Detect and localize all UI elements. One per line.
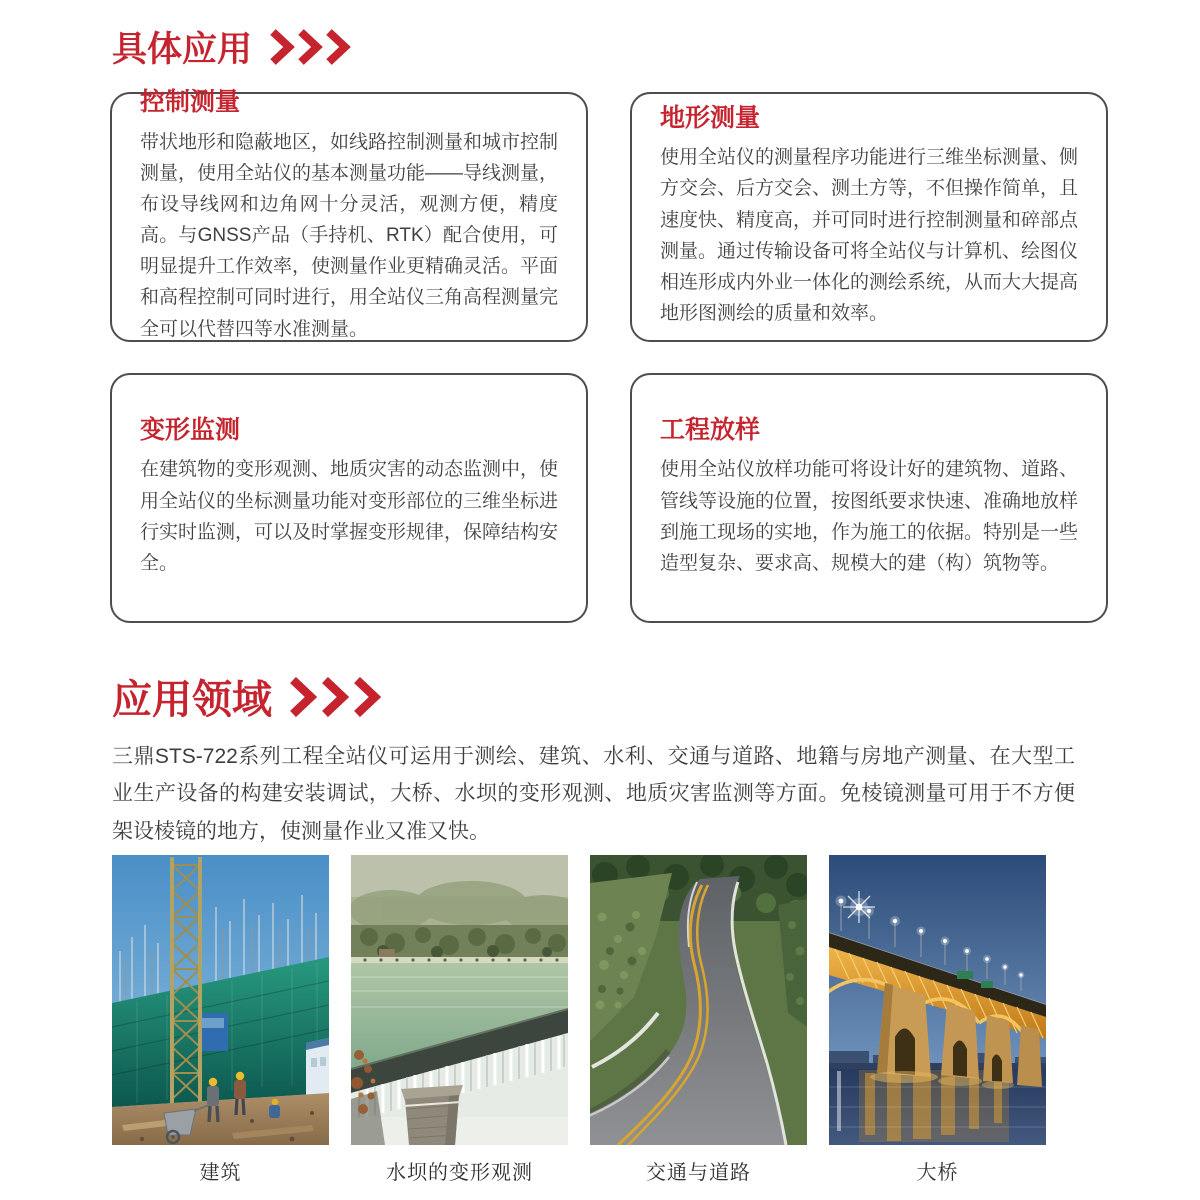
photo-caption: 水坝的变形观测 xyxy=(386,1162,533,1184)
triple-chevron-icon xyxy=(268,29,352,65)
section-title-applications: 具体应用 xyxy=(112,30,253,69)
triple-chevron-icon xyxy=(288,677,382,717)
card-topographic-survey xyxy=(630,92,1108,342)
card-title: 控制测量 xyxy=(140,88,241,117)
photo-caption: 建筑 xyxy=(199,1162,242,1184)
photo-figure-dam xyxy=(351,855,568,1185)
card-deformation-monitoring xyxy=(110,373,588,623)
card-body: 使用全站仪放样功能可将设计好的建筑物、道路、管线等设施的位置，按图纸要求快速、准确地放样到施工现场的实地，作为施工的依据。特别是一些造型复杂、要求高、规模大的建（构）筑物等。 xyxy=(660,459,1079,574)
card-body: 在建筑物的变形观测、地质灾害的动态监测中，使用全站仪的坐标测量功能对变形部位的三维坐标进行实时监测，可以及时掌握变形规律，保障结构安全。 xyxy=(140,459,559,574)
section-header-fields xyxy=(112,668,382,725)
section-header-applications xyxy=(112,22,352,72)
card-control-survey xyxy=(110,88,588,342)
road-photo xyxy=(590,855,807,1145)
section-title-fields: 应用领域 xyxy=(112,678,272,722)
card-engineering-stakeout xyxy=(630,373,1108,623)
card-title: 地形测量 xyxy=(660,103,761,132)
photo-figure-construction xyxy=(112,855,329,1185)
photo-figure-road xyxy=(590,855,807,1185)
fields-description: 三鼎STS-722系列工程全站仪可运用于测绘、建筑、水利、交通与道路、地籍与房地产测量、在大型工业生产设备的构建安装调试，大桥、水坝的变形观测、地质灾害监测等方面。免棱镜测量可用于不方便架设棱镜的地方，使测量作业又准又快。 xyxy=(112,745,1075,843)
card-body: 带状地形和隐蔽地区，如线路控制测量和城市控制测量，使用全站仪的基本测量功能——导线测量，布设导线网和边角网十分灵活，观测方便，精度高。与GNSS产品（手持机、RTK）配合使用，可明显提升工作效率，使测量作业更精确灵活。平面和高程控制可同时进行，用全站仪三角高程测量完全可以代替四等水准测量。 xyxy=(140,131,559,340)
bridge-photo xyxy=(829,855,1046,1145)
card-title: 工程放样 xyxy=(660,415,761,444)
construction-site-photo xyxy=(112,855,329,1145)
photo-figure-bridge xyxy=(829,855,1046,1185)
card-title: 变形监测 xyxy=(140,415,241,444)
photo-caption: 大桥 xyxy=(916,1162,959,1184)
dam-photo xyxy=(351,855,568,1145)
application-photos xyxy=(112,855,1046,1185)
card-body: 使用全站仪的测量程序功能进行三维坐标测量、侧方交会、后方交会、测土方等，不但操作简单，且速度快、精度高，并可同时进行控制测量和碎部点测量。通过传输设备可将全站仪与计算机、绘图仪相连形成内外业一体化的测绘系统，从而大大提高地形图测绘的质量和效率。 xyxy=(660,147,1079,325)
photo-caption: 交通与道路 xyxy=(646,1162,751,1184)
